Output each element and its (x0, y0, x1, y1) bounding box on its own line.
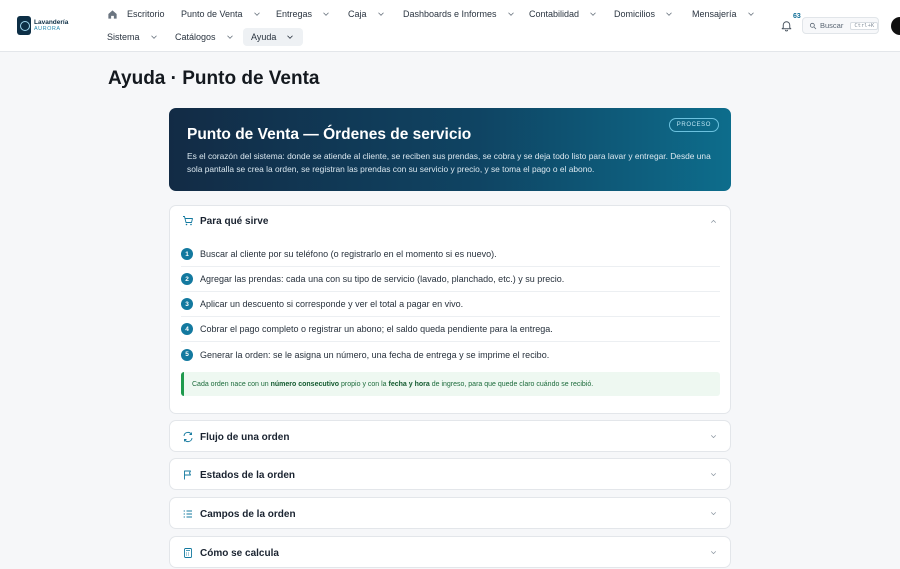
chevron-down-icon (664, 9, 674, 19)
nav-item-sistema[interactable] (107, 28, 159, 46)
nav-item-entregas[interactable] (276, 5, 331, 23)
list-item (181, 342, 720, 367)
section-estados[interactable] (169, 458, 731, 490)
hero-title: Punto de Venta — Órdenes de servicio (187, 126, 472, 143)
chevron-down-icon (506, 9, 516, 19)
logo-line1: Lavandería (34, 18, 69, 26)
nav-item-contabilidad[interactable] (529, 5, 598, 23)
home-icon (107, 9, 118, 20)
nav-item-label: Catálogos (175, 32, 216, 42)
nav-item-label: Ayuda (251, 32, 277, 42)
nav-item-ayuda[interactable] (243, 28, 303, 46)
search-button[interactable] (802, 17, 879, 34)
refresh-icon (182, 431, 194, 443)
step-text: Cobrar el pago completo o registrar un abono; el saldo queda pendiente para la entrega. (200, 324, 553, 334)
note-text (192, 381, 593, 388)
step-text: Generar la orden: se le asigna un número, una fecha de entrega y se imprime el recibo. (200, 349, 550, 360)
search-shortcut: Ctrl+K (850, 22, 878, 30)
section-campos[interactable] (169, 497, 731, 529)
section-header[interactable] (182, 537, 279, 569)
nav-item-label: Escritorio (127, 9, 165, 19)
logo-icon (17, 16, 31, 35)
page-title: Ayuda · Punto de Venta (108, 68, 320, 89)
chevron-down-icon (588, 9, 598, 19)
note-bold-1: número consecutivo (270, 380, 340, 388)
search-icon (809, 22, 817, 30)
section-title: Estados de la orden (200, 469, 296, 481)
section-flujo[interactable] (169, 420, 731, 452)
notifications-bell-icon[interactable] (780, 19, 793, 32)
step-number: 5 (181, 349, 193, 361)
nav-item-caja[interactable] (348, 5, 386, 23)
step-number: 4 (181, 323, 193, 335)
nav-item-label: Domicilios (614, 9, 656, 19)
hero-description: Es el corazón del sistema: donde se atiende al cliente, se reciben sus prendas, se cobra y se deja todo listo para lavar y entregar. Desde una sola pantalla se crea la orden, se registran las prendas con su servicio y precio, y se toma el pago o el abono. (187, 151, 711, 174)
nav-item-label: Caja (348, 9, 367, 19)
chevron-down-icon (709, 509, 718, 518)
list-item (181, 317, 720, 342)
step-number: 3 (181, 298, 193, 310)
search-label: Buscar (820, 21, 844, 30)
hero-banner (169, 108, 731, 191)
chevron-down-icon (285, 32, 295, 42)
chevron-down-icon (709, 432, 718, 441)
nav-item-label: Mensajería (692, 9, 737, 19)
list-item (181, 242, 720, 267)
nav-item-label: Dashboards e Informes (403, 9, 497, 19)
note-pre: Cada orden nace con un (192, 380, 271, 388)
step-number: 2 (181, 273, 193, 285)
section-title: Campos de la orden (200, 508, 296, 520)
chevron-down-icon (709, 548, 718, 557)
chevron-down-icon (321, 9, 331, 19)
nav-item-mensajeria[interactable] (692, 5, 756, 23)
chevron-down-icon (252, 9, 262, 19)
list-item (181, 267, 720, 292)
process-badge: PROCESO (669, 118, 719, 132)
list-icon (182, 508, 194, 520)
nav-item-label: Contabilidad (529, 9, 580, 19)
chevron-down-icon (149, 32, 159, 42)
section-calculo[interactable] (169, 536, 731, 568)
logo-line2: AURORA (34, 25, 61, 32)
nav-item-label: Entregas (276, 9, 313, 19)
section-header[interactable] (182, 498, 296, 530)
section-title: Cómo se calcula (200, 547, 279, 559)
chevron-down-icon (709, 470, 718, 479)
nav-item-label: Sistema (107, 32, 140, 42)
note-mid: propio y con la (339, 380, 389, 388)
step-text: Buscar al cliente por su teléfono (o registrarlo en el momento si es nuevo). (200, 249, 497, 259)
note-bold-2: fecha y hora (388, 380, 430, 388)
step-text: Aplicar un descuento si corresponde y ver el total a pagar en vivo. (200, 299, 464, 309)
section-title: Flujo de una orden (200, 431, 290, 443)
nav-item-catalogos[interactable] (175, 28, 235, 46)
nav-item-dashboards[interactable] (403, 5, 516, 23)
notifications-count-badge: 63 (793, 13, 801, 20)
app-logo[interactable] (17, 16, 68, 35)
top-navigation-bar (0, 0, 900, 52)
chevron-down-icon (225, 32, 235, 42)
section-title: Para qué sirve (200, 215, 269, 227)
section-para-que-sirve (169, 205, 731, 414)
flag-icon (182, 469, 194, 481)
list-item (181, 292, 720, 317)
section-header[interactable] (182, 421, 289, 453)
chevron-down-icon (376, 9, 386, 19)
nav-item-label: Punto de Venta (181, 9, 243, 19)
note-post: de ingreso, para que quede claro cuándo se recibió. (429, 380, 594, 388)
info-note (181, 372, 720, 396)
avatar[interactable] (891, 17, 900, 35)
calculator-icon (182, 547, 194, 559)
nav-item-punto-de-venta[interactable] (181, 5, 262, 23)
shopping-cart-icon (182, 215, 194, 227)
chevron-up-icon[interactable] (709, 217, 718, 226)
section-header[interactable] (182, 206, 268, 236)
nav-item-escritorio[interactable] (107, 5, 165, 23)
section-header[interactable] (182, 459, 295, 491)
chevron-down-icon (746, 9, 756, 19)
step-number: 1 (181, 248, 193, 260)
nav-item-domicilios[interactable] (614, 5, 674, 23)
step-text: Agregar las prendas: cada una con su tipo de servicio (lavado, planchado, etc.) y su precio. (200, 274, 565, 284)
